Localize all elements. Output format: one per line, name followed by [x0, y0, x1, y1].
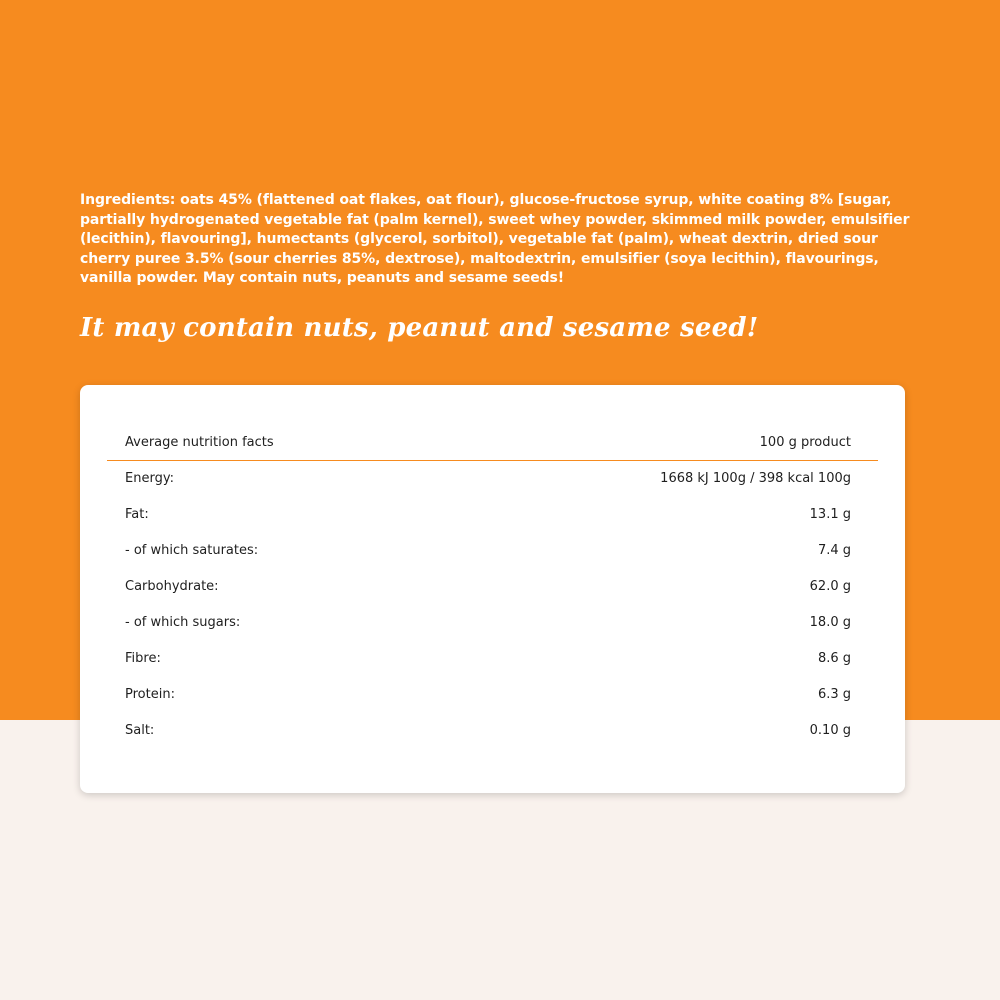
nutrition-row-carbohydrate — [107, 569, 878, 605]
nutrition-label: Fibre: — [125, 651, 161, 666]
nutrition-label: - of which sugars: — [125, 615, 241, 630]
nutrition-label: Fat: — [125, 507, 149, 522]
nutrition-value: 0.10 g — [809, 723, 851, 738]
nutrition-label: Salt: — [125, 723, 155, 738]
nutrition-header-value: 100 g product — [759, 435, 851, 450]
nutrition-label: Energy: — [125, 471, 174, 486]
nutrition-row-fat — [107, 497, 878, 533]
nutrition-row-saturates — [107, 533, 878, 569]
ingredients-text: Ingredients: oats 45% (flattened oat flakes, oat flour), glucose-fructose syrup, white coating 8% [sugar, partially hydrogenated vegetable fat (palm kernel), sweet whey powder, skimmed milk powder, emulsifier (lecithin), flavouring], humectants (glycerol, sorbitol), vegetable fat (palm), wheat dextrin, dried sour cherry puree 3.5% (sour cherries 85%, dextrose), maltodextrin, emulsifier (soya lecithin), flavourings, vanilla powder. May contain nuts, peanuts and sesame seeds! — [80, 192, 910, 286]
nutrition-card — [80, 385, 905, 793]
nutrition-row-sugars — [107, 605, 878, 641]
nutrition-header-label: Average nutrition facts — [125, 435, 274, 450]
nutrition-value: 7.4 g — [817, 543, 851, 558]
nutrition-row-salt — [107, 713, 878, 749]
nutrition-value: 18.0 g — [809, 615, 851, 630]
nutrition-value: 13.1 g — [809, 507, 851, 522]
nutrition-value: 8.6 g — [817, 651, 851, 666]
nutrition-value: 1668 kJ 100g / 398 kcal 100g — [660, 471, 851, 486]
nutrition-row-energy — [107, 461, 878, 497]
allergen-warning: It may contain nuts, peanut and sesame seed! — [80, 313, 759, 343]
nutrition-row-fibre — [107, 641, 878, 677]
nutrition-table-header — [107, 427, 878, 461]
nutrition-value: 62.0 g — [809, 579, 851, 594]
nutrition-label: Carbohydrate: — [125, 579, 219, 594]
nutrition-row-protein — [107, 677, 878, 713]
nutrition-value: 6.3 g — [817, 687, 851, 702]
nutrition-label: - of which saturates: — [125, 543, 259, 558]
nutrition-label: Protein: — [125, 687, 175, 702]
nutrition-table-body — [107, 461, 878, 749]
